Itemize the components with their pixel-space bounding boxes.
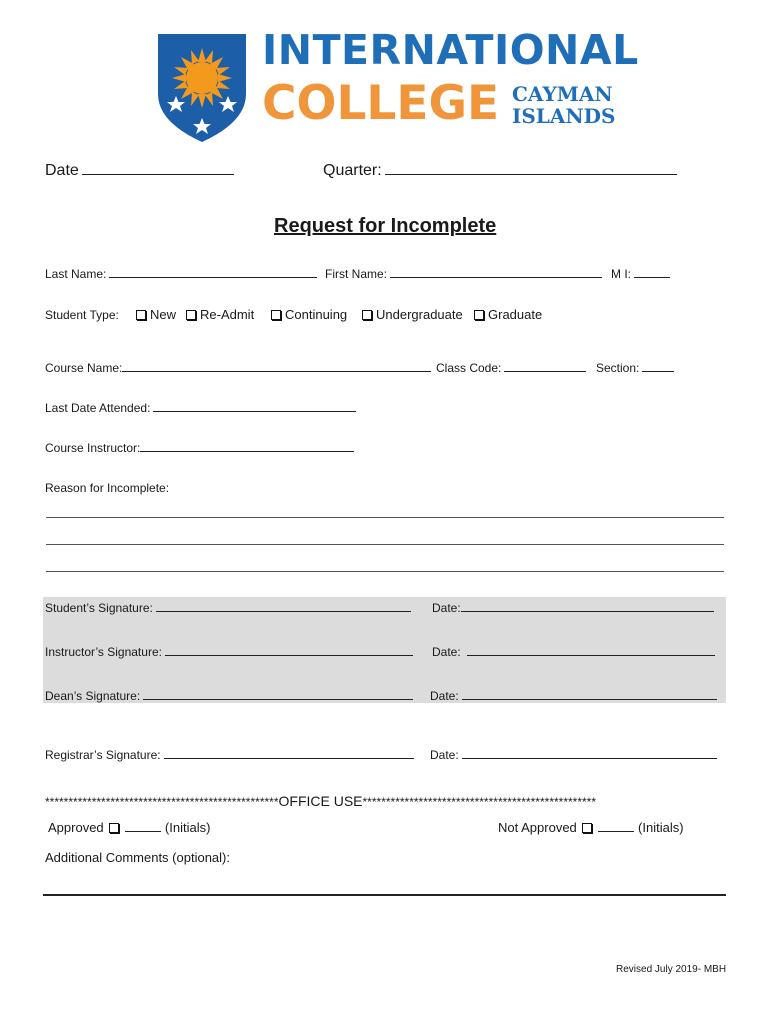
type-graduate-checkbox[interactable]: Graduate	[474, 307, 542, 322]
checkbox-icon	[271, 310, 281, 320]
class-code-label: Class Code:	[436, 361, 502, 375]
instructor-field[interactable]	[45, 441, 354, 455]
last-date-label: Last Date Attended:	[45, 401, 151, 415]
approved-label: Approved	[48, 820, 104, 835]
instructor-date-field[interactable]	[432, 645, 715, 659]
section-field[interactable]	[596, 361, 674, 375]
dean-date-label: Date:	[430, 689, 459, 703]
reason-line-1[interactable]	[46, 517, 724, 518]
mi-label: M I:	[611, 267, 631, 281]
logo-international: INTERNATIONAL	[262, 26, 639, 74]
reason-line-3[interactable]	[46, 571, 724, 572]
last-name-field[interactable]	[45, 267, 317, 281]
logo-college: COLLEGE	[262, 76, 500, 131]
class-code-field[interactable]	[436, 361, 586, 375]
student-date-label: Date:	[432, 601, 461, 615]
shield-emblem	[156, 32, 248, 144]
student-date-field[interactable]	[432, 601, 714, 615]
reason-line-2[interactable]	[46, 544, 724, 545]
registrar-date-label: Date:	[430, 748, 459, 762]
section-label: Section:	[596, 361, 640, 375]
dean-date-field[interactable]	[430, 689, 717, 703]
dean-signature-field[interactable]	[45, 689, 413, 703]
dean-signature-label: Dean’s Signature:	[45, 689, 141, 703]
quarter-label: Quarter:	[323, 162, 382, 179]
checkbox-icon	[136, 310, 146, 320]
type-new-checkbox[interactable]: New	[136, 307, 176, 322]
instructor-label: Course Instructor:	[45, 441, 141, 455]
registrar-signature-field[interactable]	[45, 748, 414, 762]
office-use-banner	[45, 793, 725, 809]
last-date-field[interactable]	[45, 401, 356, 415]
revised-note: Revised July 2019- MBH	[616, 964, 727, 975]
date-field[interactable]	[45, 162, 234, 180]
approved-initials: (Initials)	[164, 820, 211, 835]
quarter-field[interactable]	[323, 162, 677, 180]
student-signature-field[interactable]	[45, 601, 411, 615]
not-approved-field[interactable]	[498, 820, 684, 835]
reason-label: Reason for Incomplete:	[45, 481, 170, 495]
course-name-field[interactable]	[45, 361, 431, 375]
registrar-signature-label: Registrar’s Signature:	[45, 748, 161, 762]
checkbox-icon	[474, 310, 484, 320]
comments-label: Additional Comments (optional):	[45, 850, 230, 865]
instructor-signature-field[interactable]	[45, 645, 413, 659]
last-name-label: Last Name:	[45, 267, 107, 281]
approved-field[interactable]	[48, 820, 210, 835]
logo-islands: ISLANDS	[512, 104, 616, 128]
checkbox-icon	[582, 823, 592, 833]
comments-line[interactable]	[43, 894, 726, 896]
checkbox-icon	[186, 310, 196, 320]
course-name-label: Course Name:	[45, 361, 123, 375]
office-stars-right: **************************************************	[362, 795, 597, 809]
date-label: Date	[45, 162, 79, 179]
not-approved-label: Not Approved	[498, 820, 577, 835]
type-continuing-checkbox[interactable]: Continuing	[271, 307, 347, 322]
instructor-signature-label: Instructor’s Signature:	[45, 645, 162, 659]
form-title: Request for Incomplete	[274, 215, 497, 237]
registrar-date-field[interactable]	[430, 748, 717, 762]
type-readmit-checkbox[interactable]: Re-Admit	[186, 307, 254, 322]
mi-field[interactable]	[611, 267, 670, 281]
not-approved-initials: (Initials)	[638, 820, 684, 835]
office-stars-left: **************************************************	[45, 795, 279, 809]
first-name-field[interactable]	[325, 267, 602, 281]
checkbox-icon	[362, 310, 372, 320]
instructor-date-label: Date:	[432, 645, 461, 659]
student-signature-label: Student’s Signature:	[45, 601, 153, 615]
student-type-label: Student Type:	[45, 308, 119, 322]
type-undergraduate-checkbox[interactable]: Undergraduate	[362, 307, 463, 322]
checkbox-icon	[109, 823, 119, 833]
office-use-title: OFFICE USE	[278, 793, 363, 809]
first-name-label: First Name:	[325, 267, 388, 281]
logo-cayman: CAYMAN	[512, 82, 613, 106]
